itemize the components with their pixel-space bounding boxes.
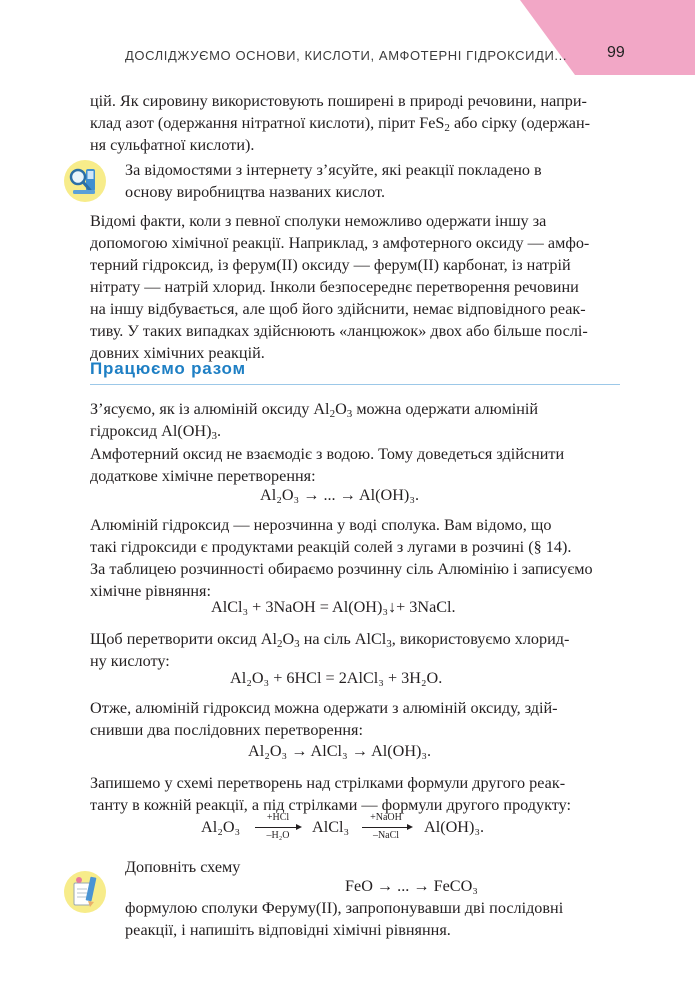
body-p2-line-2: додаткове хімічне перетворення: <box>90 467 316 485</box>
facts-line-7: довних хімічних реакцій. <box>90 344 265 362</box>
magnifier-icon <box>63 159 107 203</box>
equation-5-intermediate: AlCl₃ <box>312 818 350 836</box>
body-p3-line-4: хімічне рівняння: <box>90 582 211 600</box>
facts-line-6: тиву. У таких випадках здійснюють «ланцюжок» двох або більше послі- <box>90 322 588 340</box>
body-p3-line-3: За таблицею розчинності обираємо розчинну сіль Алюмінію і записуємо <box>90 560 593 578</box>
task-scheme-line-1: Доповніть схему <box>125 858 241 876</box>
arrow-1-line <box>255 827 297 828</box>
equation-3: Al₂O₃ + 6HCl = 2AlCl₃ + 3H₂O. <box>230 669 443 687</box>
body-p4-line-1: Щоб перетворити оксид $Al_2O_3$ на сіль AlCl$_3$, використовуємо хлорид- <box>90 630 570 650</box>
scheme-formula: FeO → ... → FeCO₃ <box>345 877 478 895</box>
body-p1-line-1: З’ясуємо, як із алюміній оксиду $Al_2O_3$ можна одержати алюміній <box>90 400 539 420</box>
intro-line-1: цій. Як сировину використовують поширені в природі речовини, напри- <box>90 92 587 110</box>
equation-5-reactant: Al₂O₃ <box>201 818 241 836</box>
section-title: Працюємо разом <box>90 359 246 378</box>
pencil-notebook-icon <box>63 870 107 914</box>
arrow-2-bottom-label: –NaCl <box>372 830 400 841</box>
task-internet-line-2: основу виробництва названих кислот. <box>125 183 386 201</box>
intro-line-3: ня сульфатної кислоти). <box>90 136 255 154</box>
facts-line-3: терний гідроксид, із ферум(ІІ) оксиду — ферум(ІІ) карбонат, із натрій <box>90 256 571 274</box>
corner-tab <box>520 0 695 75</box>
arrow-2-top-label: +NaOH <box>370 812 402 823</box>
section-rule <box>90 384 620 385</box>
equation-1: Al₂O₃ → ... → Al(OH)₃. <box>260 486 420 504</box>
body-p5-line-1: Отже, алюміній гідроксид можна одержати з алюміній оксиду, здій- <box>90 699 558 717</box>
body-p6-line-1: Запишемо у схемі перетворень над стрілками формули другого реак- <box>90 774 566 792</box>
task-internet-line-1: За відомостями з інтернету з’ясуйте, які реакції покладено в <box>125 161 542 179</box>
page-number: 99 <box>607 44 625 61</box>
body-p3-line-2: такі гідроксиди є продуктами реакцій солей з лугами в розчині (§ 14). <box>90 538 572 556</box>
equation-4: Al₂O₃ → AlCl₃ → Al(OH)₃. <box>248 742 432 760</box>
facts-line-5: на іншу відбувається, але щоб його здійснити, немає відповідного реак- <box>90 300 586 318</box>
facts-line-2: допомогою хімічної реакції. Наприклад, з амфотерного оксиду — амфо- <box>90 234 590 252</box>
facts-line-4: нітрату — натрій хлорид. Інколи безпосереднє перетворення речовини <box>90 278 579 296</box>
equation-2: AlCl₃ + 3NaOH = Al(OH)₃↓+ 3NaCl. <box>211 598 456 616</box>
equation-5-product: Al(OH)₃. <box>424 818 485 836</box>
body-p1-line-2: гідроксид $Al(OH)_3$. <box>90 422 222 442</box>
task-scheme-line-2: формулою сполуки Феруму(ІІ), запропонувавши дві послідовні <box>125 899 564 917</box>
body-p6-line-2: танту в кожній реакції, а під стрілками — формули другого продукту: <box>90 796 572 814</box>
body-p5-line-2: снивши два послідовних перетворення: <box>90 721 363 739</box>
task-scheme-line-3: реакції, і напишіть відповідні хімічні рівняння. <box>125 921 451 939</box>
arrow-1-bottom-label: –H₂O <box>266 830 290 841</box>
body-p2-line-1: Амфотерний оксид не взаємодіє з водою. Тому доведеться здійснити <box>90 445 565 463</box>
body-p4-line-2: ну кислоту: <box>90 652 170 670</box>
arrow-2-line <box>362 827 408 828</box>
facts-line-1: Відомі факти, коли з певної сполуки неможливо одержати іншу за <box>90 212 547 230</box>
body-p3-line-1: Алюміній гідроксид — нерозчинна у воді сполука. Вам відомо, що <box>90 516 552 534</box>
arrow-1-top-label: +HCl <box>266 812 290 823</box>
intro-line-2: клад азот (одержання нітратної кислоти), пірит FeS$_2$ або сірку (одержан- <box>90 114 591 134</box>
running-title: ДОСЛІДЖУЄМО ОСНОВИ, КИСЛОТИ, АМФОТЕРНІ ГІДРОКСИДИ... <box>125 48 568 63</box>
